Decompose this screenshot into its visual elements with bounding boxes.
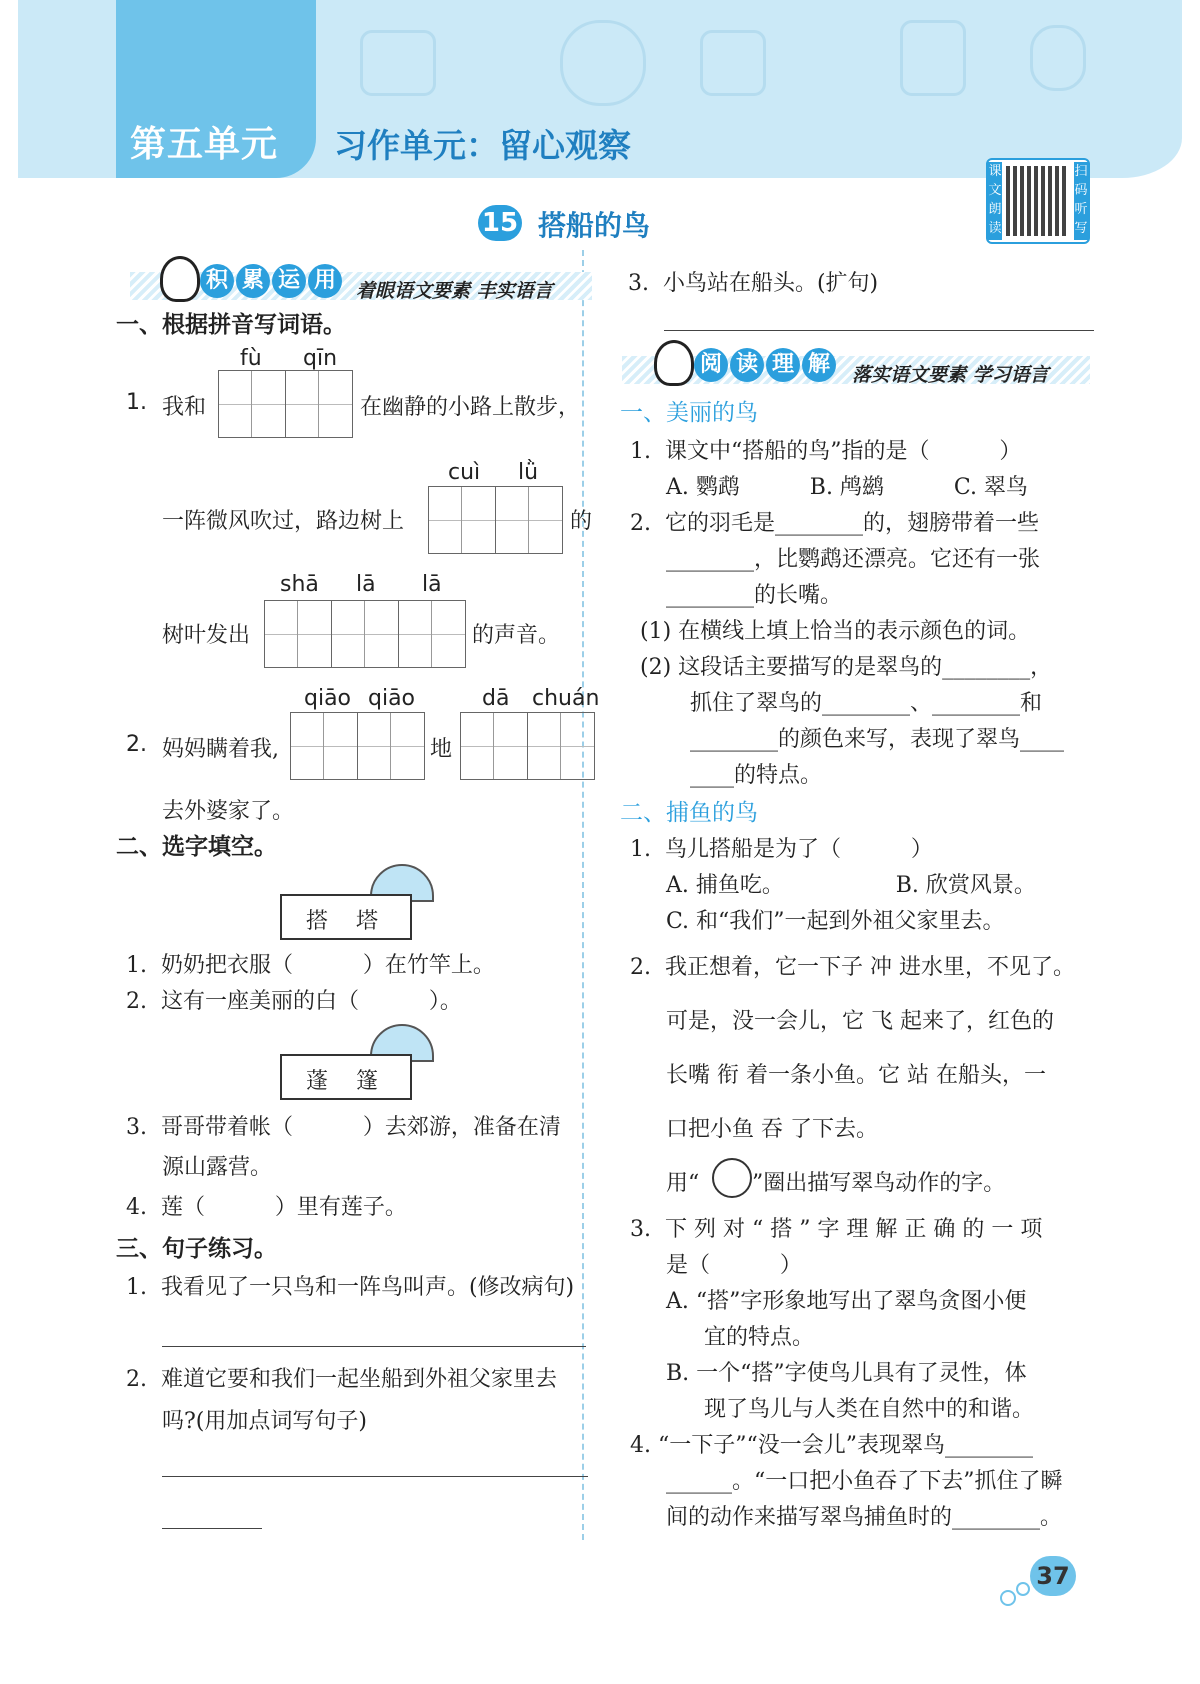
q1-text-f: 的声音。 [472, 623, 561, 648]
character-card-2 [280, 1054, 412, 1100]
answer-grid-shalala[interactable] [264, 600, 466, 668]
mascot-icon [160, 256, 200, 302]
r2-q3-A1: A. “搭”字形象地写出了翠鸟贪图小便 [666, 1289, 1027, 1314]
r1-q2a: 2. 它的羽毛是________的，翅膀带着一些 [630, 511, 1039, 536]
p2-q2: 2. 这有一座美丽的白（ ）。 [126, 989, 462, 1014]
section-subtitle-reading: 落实语文要素 学习语言 [852, 364, 1049, 386]
r2-q2e-a: 用“ [666, 1171, 700, 1196]
lesson-number: 15 [478, 205, 522, 241]
r2-q4b: ______。“一口把小鱼吞了下去”抓住了瞬 [666, 1469, 1063, 1494]
r2-q3a: 3. 下 列 对 “ 搭 ” 字 理 解 正 确 的 一 项 [630, 1217, 1043, 1242]
r2-q2b: 可是，没一会儿，它 飞 起来了，红色的 [666, 1009, 1054, 1034]
globe-doodle-icon [560, 20, 646, 106]
r2-q3-B2: 现了鸟儿与人类在自然中的和谐。 [704, 1397, 1035, 1422]
pinyin-qiao1: qiāo [304, 686, 352, 711]
r1-q2b: ________，比鹦鹉还漂亮。它还有一张 [666, 547, 1041, 572]
book-doodle-icon [900, 20, 966, 96]
q1-number: 1. [126, 390, 147, 415]
r2-q2d: 口把小鱼 吞 了下去。 [666, 1117, 878, 1142]
r1-q2-2d: ____的特点。 [690, 763, 823, 788]
r1-q2-2a: (2) 这段话主要描写的是翠鸟的________， [640, 655, 1053, 680]
pinyin-da: dā [482, 686, 510, 711]
pinyin-chuan: chuán [532, 686, 600, 711]
r2-q1-c: C. 和“我们”一起到外祖父家里去。 [666, 909, 1005, 934]
p3-q2b: 吗?(用加点词写句子) [162, 1409, 367, 1434]
answer-grid-fuqin[interactable] [218, 370, 353, 438]
r-part1-heading: 一、美丽的鸟 [620, 400, 758, 426]
r1-q2-1: (1) 在横线上填上恰当的表示颜色的词。 [640, 619, 1031, 644]
qr-panel[interactable] [986, 158, 1090, 244]
section-title-accumulate: 积 累 运 用 [200, 264, 344, 298]
qr-code-icon[interactable] [1006, 166, 1068, 236]
unit-label: 第五单元 [130, 124, 279, 165]
r1-q1: 1. 课文中“搭船的鸟”指的是（ ） [630, 439, 1022, 464]
r2-q2c: 长嘴 衔 着一条小鱼。它 站 在船头，一 [666, 1063, 1046, 1088]
card2-text: 蓬 篷 [306, 1069, 378, 1094]
r2-q3-B1: B. 一个“搭”字使鸟儿具有了灵性，体 [666, 1361, 1027, 1386]
part1-heading: 一、根据拼音写词语。 [116, 312, 346, 338]
pinyin-cui: cuì [448, 460, 481, 485]
paper-plane-doodle-icon [700, 30, 766, 96]
r1-q1-options: A. 鹦鹉 B. 鸬鹚 C. 翠鸟 [666, 475, 1028, 500]
lightbulb-doodle-icon [1030, 25, 1086, 91]
r-part2-heading: 二、捕鱼的鸟 [620, 800, 758, 826]
pinyin-lu: lǜ [518, 460, 539, 485]
q2-text-a: 妈妈瞒着我, [162, 737, 279, 762]
left-q3-expand: 3. 小鸟站在船头。(扩句) [628, 271, 879, 296]
r2-q4a: 4. “一下子”“没一会儿”表现翠鸟________ [630, 1433, 1033, 1458]
unit-title: 习作单元：留心观察 [334, 126, 631, 165]
qr-left-text: 课文朗读 [988, 162, 1002, 240]
qr-right-text: 扫码听写 [1074, 162, 1088, 240]
r2-q1-ab: A. 捕鱼吃。 B. 欣赏风景。 [666, 873, 1036, 898]
pinyin-qiao2: qiāo [368, 686, 416, 711]
answer-grid-dachuan[interactable] [460, 712, 595, 780]
answer-line[interactable] [162, 1346, 586, 1347]
part2-heading: 二、选字填空。 [116, 834, 277, 860]
card1-text: 搭 塔 [306, 909, 378, 934]
part3-heading: 三、句子练习。 [116, 1236, 277, 1262]
pinyin-la1: lā [356, 572, 376, 597]
q1-text-d: 的 [570, 509, 593, 534]
pinyin-qin: qīn [303, 346, 338, 371]
q2-number: 2. [126, 732, 147, 757]
q1-text-e: 树叶发出 [162, 623, 251, 648]
notebook-doodle-icon [360, 30, 436, 96]
section-title-reading: 阅 读 理 解 [694, 348, 838, 382]
mascot-icon [654, 340, 694, 386]
pinyin-fu: fù [240, 346, 262, 371]
answer-line[interactable] [664, 330, 1094, 331]
r2-q4c: 间的动作来描写翠鸟捕鱼时的________。 [666, 1505, 1063, 1530]
p3-q1: 1. 我看见了一只鸟和一阵鸟叫声。(修改病句) [126, 1275, 575, 1300]
r1-q2-2b: 抓住了翠鸟的________、________和 [690, 691, 1043, 716]
p3-q2a: 2. 难道它要和我们一起坐船到外祖父家里去 [126, 1367, 557, 1392]
q2-text-b: 地 [430, 737, 453, 762]
q1-text-b: 在幽静的小路上散步， [360, 395, 581, 420]
bubble-icon [1000, 1590, 1016, 1606]
lesson-title: 搭船的鸟 [538, 209, 651, 242]
q2-text-c: 去外婆家了。 [162, 799, 295, 824]
q1-text-c: 一阵微风吹过，路边树上 [162, 509, 405, 534]
page-number: 37 [1030, 1556, 1076, 1596]
r2-q1: 1. 鸟儿搭船是为了（ ） [630, 837, 933, 862]
section-subtitle-accumulate: 着眼语文要素 丰实语言 [356, 280, 553, 302]
r2-q3b: 是（ ） [666, 1253, 802, 1278]
character-card-1 [280, 894, 412, 940]
r2-q2a: 2. 我正想着，它一下子 冲 进水里，不见了。 [630, 955, 1075, 980]
r2-q3-A2: 宜的特点。 [704, 1325, 815, 1350]
r2-q2e-b: ”圈出描写翠鸟动作的字。 [752, 1171, 1006, 1196]
pinyin-la2: lā [422, 572, 442, 597]
p2-q3b: 源山露营。 [162, 1155, 273, 1180]
r1-q2c: ________的长嘴。 [666, 583, 843, 608]
p2-q3a: 3. 哥哥带着帐（ ）去郊游，准备在清 [126, 1115, 561, 1140]
circle-symbol-icon [712, 1158, 752, 1198]
r1-q2-2c: ________的颜色来写，表现了翠鸟____ [690, 727, 1065, 752]
answer-line[interactable] [162, 1528, 262, 1529]
answer-line[interactable] [162, 1476, 588, 1477]
answer-grid-cuilu[interactable] [428, 486, 563, 554]
answer-grid-qiaoqiao[interactable] [290, 712, 425, 780]
bubble-icon [1016, 1582, 1030, 1596]
p2-q1: 1. 奶奶把衣服（ ）在竹竿上。 [126, 953, 495, 978]
q1-text-a: 我和 [162, 395, 207, 420]
pinyin-sha: shā [280, 572, 319, 597]
p2-q4: 4. 莲（ ）里有莲子。 [126, 1195, 407, 1220]
